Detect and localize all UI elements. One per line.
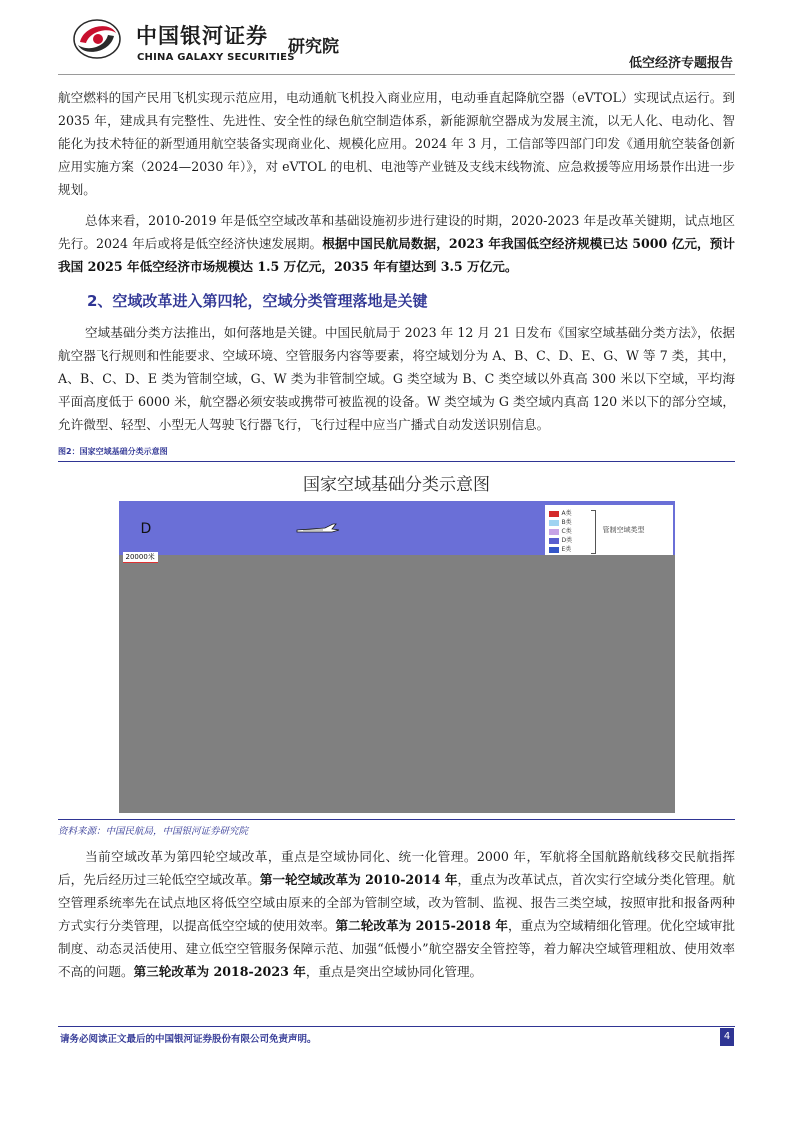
footer-divider <box>58 1026 735 1027</box>
legend-item-label: D类 <box>561 537 573 544</box>
header-divider <box>58 74 735 75</box>
legend-group-label: 管制空域类型 <box>602 526 645 534</box>
institute-label: 研究院 <box>288 37 339 57</box>
section-heading: 2、空域改革进入第四轮，空域分类管理落地是关键 <box>87 292 428 310</box>
legend-item-d <box>549 535 573 544</box>
figure-legend <box>545 505 673 555</box>
galaxy-logo-icon <box>72 17 122 61</box>
paragraph-4 <box>58 845 735 983</box>
main-content <box>58 86 735 983</box>
paragraph-1: 航空燃料的国产民用飞机实现示范应用，电动通航飞机投入商业应用，电动垂直起降航空器（eVTOL）实现试点运行。到 2035 年，建成具有完整性、先进性、安全性的绿色航空制造体系，新能源航空器成为发展主流，以无人化、电动化、智能化为技术特征的新型通用航空装备实现商业化、规模化应用。2024 年 3 月，工信部等四部门印发《通用航空装备创新应用实施方案（2024—2030 年）》，对 eVTOL 的电机、电池等产业链及支线末线物流、应急救援等应用场景作出进一步规划。 <box>58 90 735 197</box>
footer-disclaimer: 请务必阅读正文最后的中国银河证券股份有限公司免责声明。 <box>60 1034 317 1045</box>
altitude-label: 20000米 <box>123 552 158 563</box>
paragraph-4-text-a: 当前空域改革为第四轮空域改革，重点是空域协同化、统一化管理。2000 年，军航将全国航路航线移交民航指挥后，先后经历过三轮低空空域改革。 <box>58 849 735 887</box>
legend-swatch <box>549 538 559 544</box>
legend-item-c <box>549 526 572 535</box>
report-title: 低空经济专题报告 <box>628 56 733 71</box>
paragraph-2-highlight: 根据中国民航局数据，2023 年我国低空经济规模已达 5000 亿元，预计我国 2025 年低空经济市场规模达 1.5 万亿元，2035 年有望达到 3.5 万亿元。 <box>58 236 735 274</box>
legend-item-label: C类 <box>561 528 572 535</box>
legend-brace <box>591 510 596 554</box>
page-header <box>58 14 735 74</box>
paragraph-4-round-2: 第二轮改革为 2015-2018 年 <box>335 918 508 933</box>
legend-swatch <box>549 511 559 517</box>
figure-caption: 图2：国家空域基础分类示意图 <box>58 446 735 462</box>
paragraph-4-text-g: ，重点是突出空域协同化管理。 <box>305 964 483 979</box>
logo-chinese-name: 中国银河证券 <box>136 24 268 48</box>
airspace-figure <box>119 501 675 813</box>
legend-swatch <box>549 529 559 535</box>
paragraph-4-round-3: 第三轮改革为 2018-2023 年 <box>133 964 306 979</box>
paragraph-2 <box>58 209 735 278</box>
paragraph-3: 空域基础分类方法推出，如何落地是关键。中国民航局于 2023 年 12 月 21 日发布《国家空域基础分类方法》，依据航空器飞行规则和性能要求、空域环境、空管服务内容等要素，将空域划分为 A、B、C、D、E、G、W 等 7 类，其中，A、B、C、D、E 类为管制空域，G、W 类为非管制空域。G 类空域为 B、C 类空域以外真高 300 米以下空域，平均海平面高度低于 6000 米，航空器必须安装或携带可被监视的设备。W 类空域为 G 类空域内真高 120 米以下的部分空域，允许微型、轻型、小型无人驾驶飞行器飞行，飞行过程中应当广播式自动发送识别信息。 <box>58 325 735 432</box>
legend-item-a <box>549 508 572 517</box>
airplane-icon <box>295 522 341 536</box>
legend-item-b <box>549 517 572 526</box>
legend-swatch <box>549 547 559 553</box>
paragraph-4-text-c: ，重点为改革试点，首次实行空域分类化管理。航空管理系统率先在试点地区将低空空域由原来的全部为管制空域，改为管制、监视、报告三类空域，按照审批和报备两种方式实行分类管理，以提高低空空域的使用效率。 <box>58 872 735 933</box>
logo-english-name: CHINA GALAXY SECURITIES <box>137 52 295 63</box>
legend-item-label: A类 <box>561 510 572 517</box>
legend-item-label: E类 <box>561 546 572 553</box>
paragraph-4-round-1: 第一轮空域改革为 2010-2014 年 <box>259 872 458 887</box>
legend-item-e <box>549 544 572 553</box>
legend-item-label: B类 <box>561 519 572 526</box>
page-number: 4 <box>720 1028 734 1046</box>
zone-label: D <box>140 521 152 537</box>
legend-swatch <box>549 520 559 526</box>
paragraph-2-text: 总体来看，2010-2019 年是低空空域改革和基础设施初步进行建设的时期，2020-2023 年是改革关键期，试点地区先行。2024 年后或将是低空经济快速发展期。 <box>58 213 735 251</box>
paragraph-4-text-e: ，重点为空域精细化管理。优化空域审批制度、动态灵活使用、建立低空空管服务保障示范、加强“低慢小”航空器安全管控等，着力解决空域管理粗放、使用效率不高的问题。 <box>58 918 736 979</box>
figure-source: 资料来源：中国民航局，中国银河证券研究院 <box>58 819 735 837</box>
figure-title: 国家空域基础分类示意图 <box>303 475 490 495</box>
